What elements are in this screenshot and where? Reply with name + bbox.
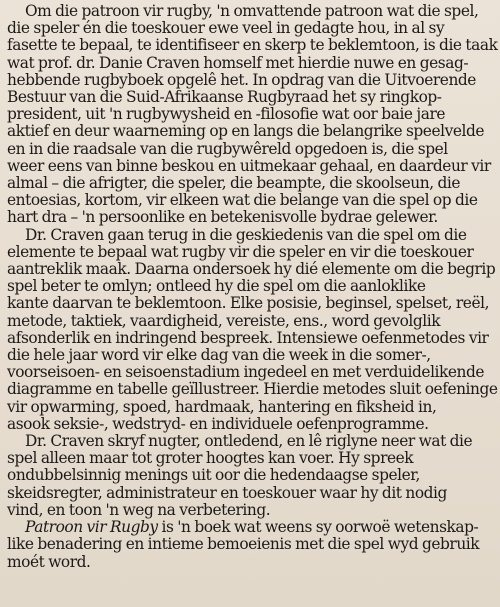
text-line <box>7 519 490 536</box>
text-line: vind, en toon 'n weg na verbetering. <box>7 500 271 519</box>
text-line-rest: is 'n boek wat weens sy oorwoë wetenskap- <box>157 518 479 537</box>
paragraph-method <box>7 225 498 433</box>
text-line: kante daarvan te beklemtoon. Elke posisie, beginsel, spelset, reël, <box>7 294 490 313</box>
text-line: entoesias, kortom, vir elkeen wat die belange van die spel op die <box>7 191 478 210</box>
paragraph-intro <box>7 2 498 227</box>
text-line: voorseisoen- en seisoenstadium ingedeel en met verduidelikende <box>7 363 485 382</box>
text-line: Dr. Craven skryf nugter, ontledend, en lê riglyne neer wat die <box>25 432 473 451</box>
text-line: hebbende rugbyboek opgelê het. In opdrag van die Uitvoerende <box>7 70 476 89</box>
text-line: fasette te bepaal, te identifiseer en skerp te beklemtoon, is die taak <box>7 36 498 55</box>
text-line: skeidsregter, administrateur en toeskouer waar hy dit nodig <box>7 483 447 502</box>
text-line: aktief en deur waarneming op en langs die belangrike speelvelde <box>7 122 485 141</box>
text-line: wat prof. dr. Danie Craven homself met hierdie nuwe en gesag- <box>7 53 469 72</box>
book-title-italic: Patroon vir Rugby <box>25 518 158 537</box>
paragraph-style <box>7 433 490 519</box>
text-line: asook seksie-, wedstryd- en individuele oefenprogramme. <box>7 414 429 433</box>
text-line: moét word. <box>7 552 91 571</box>
text-line: die speler én die toeskouer ewe veel in gedagte hou, in al sy <box>7 19 445 38</box>
text-line: Dr. Craven gaan terug in die geskiedenis van die spel om die <box>25 225 467 244</box>
text-line: hart dra – 'n persoonlike en betekenisvolle bydrae gelewer. <box>7 208 438 227</box>
text-line: en in die raadsale van die rugbywêreld opgedoen is, die spel <box>7 139 448 158</box>
text-line: president, uit 'n rugbywysheid en -filosofie wat oor baie jare <box>7 105 446 124</box>
text-line: Bestuur van die Suid-Afrikaanse Rugbyraad het sy ringkop- <box>7 88 442 107</box>
text-line: diagramme en tabelle geïllustreer. Hierdie metodes sluit oefeninge <box>7 380 498 399</box>
text-line: spel alleen maar tot groter hoogtes kan voer. Hy spreek <box>7 449 414 468</box>
text-line: ondubbelsinnig menings uit oor die hedendaagse speler, <box>7 466 420 485</box>
text-line: aantreklik maak. Daarna ondersoek hy dié elemente om die begrip <box>7 260 496 279</box>
text-line: metode, taktiek, vaardigheid, vereiste, ens., word gevolglik <box>7 311 441 330</box>
text-line: die hele jaar word vir elke dag van die week in die somer-, <box>7 346 431 365</box>
text-line: afsonderlik en indringend bespreek. Intensiewe oefenmetodes vir <box>7 328 489 347</box>
text-line: like benadering en intieme bemoeienis met die spel wyd gebruik <box>7 535 480 554</box>
text-line: elemente te bepaal wat rugby vir die speler en vir die toeskouer <box>7 242 474 261</box>
text-line: weer eens van binne beskou en uitmekaar gehaal, en daardeur vir <box>7 156 491 175</box>
paragraph-closing <box>7 519 490 571</box>
text-line: almal – die afrigter, die speler, die beampte, die skoolseun, die <box>7 174 461 193</box>
text-line: Om die patroon vir rugby, 'n omvattende patroon wat die spel, <box>25 2 479 20</box>
text-line: spel beter te omlyn; ontleed hy die spel om die aanloklike <box>7 277 426 296</box>
text-line: vir opwarming, spoed, hardmaak, hantering en fiksheid in, <box>7 397 437 416</box>
